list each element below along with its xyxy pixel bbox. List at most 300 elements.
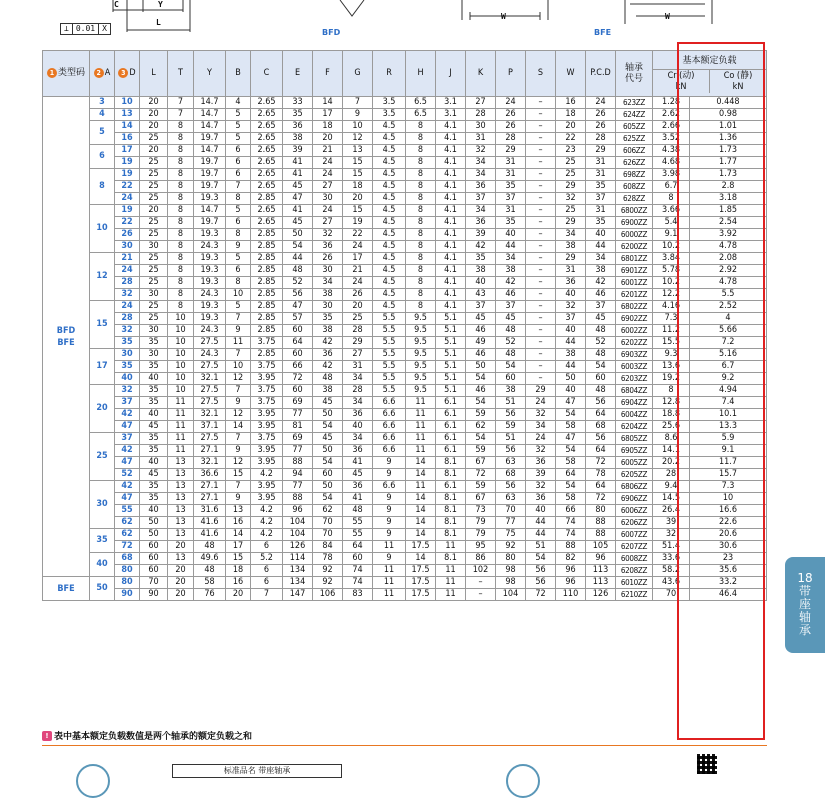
- dimension-cell: 39: [283, 145, 313, 157]
- dimension-cell: 42: [313, 361, 343, 373]
- dimension-cell: 5.1: [436, 337, 466, 349]
- dimension-cell: 5.5: [373, 337, 406, 349]
- dimension-cell: 8: [406, 181, 436, 193]
- table-row: [43, 253, 767, 265]
- dimension-cell: 49: [466, 337, 496, 349]
- dimension-cell: 60: [140, 565, 168, 577]
- dimension-cell: 77: [496, 517, 526, 529]
- dimension-cell: 8.1: [436, 469, 466, 481]
- dimension-cell: 4.5: [373, 181, 406, 193]
- dimension-cell: 45: [496, 313, 526, 325]
- dimension-cell: 64: [586, 481, 616, 493]
- dimension-cell: 13: [168, 481, 194, 493]
- dimension-cell: 16: [226, 577, 251, 589]
- dimension-cell: 48: [283, 265, 313, 277]
- table-row: [43, 517, 767, 529]
- dimension-cell: 20: [140, 109, 168, 121]
- note-icon: !: [42, 731, 52, 741]
- dimension-cell: 35: [140, 397, 168, 409]
- dimension-cell: 24.3: [194, 241, 226, 253]
- dimension-cell: 10: [168, 337, 194, 349]
- dimension-cell: 54: [496, 361, 526, 373]
- chapter-char: 轴: [798, 610, 811, 624]
- table-row: [43, 349, 767, 361]
- dimension-cell: 110: [556, 589, 586, 601]
- dimension-cell: 44: [556, 361, 586, 373]
- dimension-cell: 8.1: [436, 553, 466, 565]
- bearing-code-cell: 6006ZZ: [616, 505, 653, 517]
- header-col: L: [140, 51, 168, 97]
- d-cell: 22: [115, 217, 140, 229]
- dimension-cell: 4.1: [436, 121, 466, 133]
- dimension-cell: 7: [168, 109, 194, 121]
- table-row: [43, 469, 767, 481]
- dimension-cell: 60: [496, 373, 526, 385]
- dimension-cell: –: [526, 325, 556, 337]
- dimension-cell: 51: [526, 541, 556, 553]
- dimension-cell: 15: [343, 205, 373, 217]
- dimension-cell: 7: [251, 589, 283, 601]
- dimension-cell: 27: [313, 217, 343, 229]
- a-cell: 25: [90, 433, 115, 481]
- chapter-char: 带: [798, 584, 811, 598]
- dimension-cell: 4.2: [251, 469, 283, 481]
- dimension-cell: 34: [466, 169, 496, 181]
- dimension-cell: 54: [466, 397, 496, 409]
- a-cell: 20: [90, 385, 115, 433]
- co-cell: 1.73: [690, 145, 767, 157]
- co-cell: 3.92: [690, 229, 767, 241]
- dimension-cell: 60: [140, 541, 168, 553]
- dimension-cell: 25: [556, 169, 586, 181]
- cr-cell: 32: [653, 529, 690, 541]
- dimension-cell: 96: [586, 553, 616, 565]
- header-col: B: [226, 51, 251, 97]
- dimension-cell: 8: [168, 157, 194, 169]
- cr-cell: 14.1: [653, 445, 690, 457]
- dimension-cell: 24: [496, 97, 526, 109]
- dimension-cell: 4.1: [436, 277, 466, 289]
- dimension-cell: 8: [168, 133, 194, 145]
- dimension-cell: 32: [526, 481, 556, 493]
- dimension-cell: 19.7: [194, 217, 226, 229]
- table-row: [43, 505, 767, 517]
- bearing-code-cell: 6802ZZ: [616, 301, 653, 313]
- dimension-cell: 94: [283, 469, 313, 481]
- dimension-cell: 56: [586, 397, 616, 409]
- dimension-cell: 62: [313, 505, 343, 517]
- dimension-cell: 19.7: [194, 133, 226, 145]
- dimension-cell: 74: [556, 529, 586, 541]
- dimension-cell: 34: [466, 205, 496, 217]
- a-cell: 8: [90, 169, 115, 205]
- dimension-cell: 22: [556, 133, 586, 145]
- dimension-cell: 25: [140, 157, 168, 169]
- dimension-cell: 55: [343, 517, 373, 529]
- dimension-cell: 2.85: [251, 289, 283, 301]
- table-row: [43, 133, 767, 145]
- dimension-cell: 72: [586, 493, 616, 505]
- d-cell: 72: [115, 541, 140, 553]
- table-row: [43, 145, 767, 157]
- dimension-cell: 4.5: [373, 265, 406, 277]
- dimension-cell: 4.1: [436, 205, 466, 217]
- dimension-cell: 48: [586, 385, 616, 397]
- dimension-cell: 58: [556, 493, 586, 505]
- dimension-cell: 20: [140, 97, 168, 109]
- dimension-cell: 34: [526, 421, 556, 433]
- dimension-cell: –: [526, 373, 556, 385]
- table-row: [43, 529, 767, 541]
- dimension-cell: 35: [466, 253, 496, 265]
- dimension-cell: 29: [586, 145, 616, 157]
- dimension-cell: 38: [496, 265, 526, 277]
- co-cell: 30.6: [690, 541, 767, 553]
- dimension-cell: –: [526, 337, 556, 349]
- dimension-cell: 11: [373, 565, 406, 577]
- dimension-cell: 14: [226, 421, 251, 433]
- cr-cell: 25.6: [653, 421, 690, 433]
- dimension-cell: 11: [436, 565, 466, 577]
- d-cell: 30: [115, 349, 140, 361]
- dimension-cell: 90: [140, 589, 168, 601]
- dimension-cell: 40: [140, 457, 168, 469]
- dimension-cell: 20: [343, 301, 373, 313]
- dimension-cell: 17: [313, 109, 343, 121]
- dimension-cell: 8: [226, 229, 251, 241]
- table-row: [43, 541, 767, 553]
- d-cell: 10: [115, 97, 140, 109]
- dimension-cell: 9.5: [406, 337, 436, 349]
- type-code-text: BFE: [57, 583, 75, 594]
- co-header: [710, 70, 766, 93]
- d-cell: 37: [115, 397, 140, 409]
- dimension-cell: 8: [168, 181, 194, 193]
- bearing-code-cell: 605ZZ: [616, 121, 653, 133]
- dimension-cell: 25: [140, 133, 168, 145]
- bearing-code-cell: 6900ZZ: [616, 217, 653, 229]
- dimension-cell: 102: [466, 565, 496, 577]
- dimension-cell: 13: [168, 469, 194, 481]
- table-row: [43, 277, 767, 289]
- dimension-cell: 8: [406, 253, 436, 265]
- dimension-cell: 4.5: [373, 133, 406, 145]
- dimension-cell: 2.65: [251, 97, 283, 109]
- dimension-cell: 45: [313, 397, 343, 409]
- dimension-cell: 79: [466, 529, 496, 541]
- dimension-cell: 31: [466, 133, 496, 145]
- dimension-cell: 6: [251, 577, 283, 589]
- dimension-cell: 26: [313, 253, 343, 265]
- dimension-cell: 3.95: [251, 493, 283, 505]
- dimension-cell: 11: [373, 577, 406, 589]
- header-bearing-code: [616, 51, 653, 97]
- dimension-cell: 36: [556, 277, 586, 289]
- d-cell: 32: [115, 385, 140, 397]
- dimension-cell: 59: [466, 445, 496, 457]
- dimension-cell: 31: [586, 205, 616, 217]
- dimension-cell: 2.85: [251, 277, 283, 289]
- dimension-cell: 105: [586, 541, 616, 553]
- dimension-cell: 7: [226, 181, 251, 193]
- dimension-cell: 12: [226, 373, 251, 385]
- dimension-cell: 54: [313, 421, 343, 433]
- dimension-cell: 10: [168, 385, 194, 397]
- dimension-cell: 76: [194, 589, 226, 601]
- cr-cell: 5.78: [653, 265, 690, 277]
- chapter-tab[interactable]: [785, 557, 825, 653]
- dimension-cell: 134: [283, 565, 313, 577]
- dimension-cell: 39: [466, 229, 496, 241]
- dimension-cell: 3.1: [436, 97, 466, 109]
- cr-cell: 8: [653, 193, 690, 205]
- dimension-cell: 18: [226, 565, 251, 577]
- dimension-cell: 37: [466, 193, 496, 205]
- dimension-cell: 20: [168, 589, 194, 601]
- type-code-label: 类型码: [57, 68, 85, 78]
- dimension-cell: 2.85: [251, 313, 283, 325]
- dimension-cell: 5.2: [251, 553, 283, 565]
- d-label: D: [129, 68, 136, 78]
- dimension-cell: 35: [586, 181, 616, 193]
- dimension-cell: 6.6: [373, 409, 406, 421]
- dimension-cell: 11: [436, 589, 466, 601]
- dimension-cell: 70: [313, 517, 343, 529]
- dimension-cell: 33: [283, 97, 313, 109]
- perpendicular-icon: ⊥: [61, 24, 73, 34]
- dimension-cell: 14.7: [194, 205, 226, 217]
- bearing-code-cell: 626ZZ: [616, 157, 653, 169]
- dimension-cell: 27.5: [194, 361, 226, 373]
- dimension-cell: 69: [283, 397, 313, 409]
- dimension-cell: 51: [496, 433, 526, 445]
- dimension-cell: 24: [343, 241, 373, 253]
- dimension-cell: 8: [226, 193, 251, 205]
- bearing-code-line1: 轴承: [624, 62, 643, 73]
- dimension-cell: 104: [496, 589, 526, 601]
- dimension-cell: 8.1: [436, 457, 466, 469]
- dimension-cell: 10: [168, 313, 194, 325]
- circle-icon: [76, 764, 110, 798]
- table-row: [43, 205, 767, 217]
- bearing-code-cell: 6207ZZ: [616, 541, 653, 553]
- a-cell: 4: [90, 109, 115, 121]
- dimension-cell: 48: [586, 325, 616, 337]
- dimension-cell: 68: [496, 469, 526, 481]
- dimension-cell: 34: [556, 229, 586, 241]
- dimension-cell: 8: [406, 265, 436, 277]
- dimension-cell: 14: [406, 553, 436, 565]
- bearing-code-cell: 6000ZZ: [616, 229, 653, 241]
- qr-code-icon[interactable]: [697, 754, 717, 774]
- dimension-cell: 9.5: [406, 313, 436, 325]
- dimension-cell: 6: [226, 265, 251, 277]
- d-cell: 19: [115, 157, 140, 169]
- dimension-cell: 7: [226, 313, 251, 325]
- dimension-cell: 44: [496, 241, 526, 253]
- dimension-cell: 13: [168, 553, 194, 565]
- dimension-cell: –: [526, 181, 556, 193]
- dimension-cell: 32: [526, 445, 556, 457]
- dimension-cell: 19.3: [194, 229, 226, 241]
- dimension-cell: 14: [406, 469, 436, 481]
- dimension-cell: 28: [343, 325, 373, 337]
- bearing-code-cell: 6800ZZ: [616, 205, 653, 217]
- cr-cell: 6.7: [653, 181, 690, 193]
- header-col: F: [313, 51, 343, 97]
- dimension-cell: 47: [283, 301, 313, 313]
- co-cell: 7.4: [690, 397, 767, 409]
- header-col: R: [373, 51, 406, 97]
- dimension-cell: 14.7: [194, 97, 226, 109]
- a-cell: 3: [90, 97, 115, 109]
- dimension-cell: 4.5: [373, 169, 406, 181]
- dimension-cell: 88: [283, 457, 313, 469]
- dimension-cell: 6.6: [373, 421, 406, 433]
- table-row: [43, 109, 767, 121]
- dimension-cell: 92: [313, 577, 343, 589]
- dimension-cell: 30: [313, 301, 343, 313]
- cr-cell: 3.98: [653, 169, 690, 181]
- table-row: [43, 265, 767, 277]
- dimension-cell: 72: [466, 469, 496, 481]
- dimension-cell: –: [526, 265, 556, 277]
- cr-cell: 70: [653, 589, 690, 601]
- dimension-cell: 52: [586, 337, 616, 349]
- dimension-cell: 41.6: [194, 517, 226, 529]
- dimension-cell: 7: [226, 385, 251, 397]
- drawing-strip: [0, 0, 814, 44]
- dimension-cell: 54: [466, 373, 496, 385]
- dimension-cell: 126: [586, 589, 616, 601]
- dimension-cell: 4.2: [251, 517, 283, 529]
- dimension-cell: 8: [406, 169, 436, 181]
- dimension-cell: 6: [226, 145, 251, 157]
- co-cell: 2.54: [690, 217, 767, 229]
- dimension-cell: 41: [283, 157, 313, 169]
- dimension-cell: 4.5: [373, 277, 406, 289]
- dimension-cell: 35: [140, 433, 168, 445]
- dimension-cell: 16: [226, 517, 251, 529]
- dimension-cell: 31: [343, 361, 373, 373]
- dimension-cell: 45: [343, 469, 373, 481]
- dimension-cell: 4.2: [251, 505, 283, 517]
- dimension-cell: 48: [194, 565, 226, 577]
- dimension-cell: 54: [466, 433, 496, 445]
- dimension-cell: 4.1: [436, 241, 466, 253]
- dimension-cell: 27: [313, 181, 343, 193]
- co-cell: 0.448: [690, 97, 767, 109]
- dimension-cell: 37: [496, 301, 526, 313]
- dimension-cell: 20: [168, 565, 194, 577]
- dimension-cell: 5.5: [373, 349, 406, 361]
- dimension-cell: 14: [226, 529, 251, 541]
- table-row: [43, 337, 767, 349]
- dimension-cell: 5.1: [436, 373, 466, 385]
- dimension-cell: –: [466, 577, 496, 589]
- dimension-cell: 9: [226, 241, 251, 253]
- dimension-cell: 35: [140, 337, 168, 349]
- dimension-cell: 15: [226, 469, 251, 481]
- dimension-cell: –: [526, 301, 556, 313]
- dimension-cell: 8: [406, 217, 436, 229]
- dimension-cell: 3.75: [251, 433, 283, 445]
- dimension-cell: 19: [343, 217, 373, 229]
- cr-cell: 26.4: [653, 505, 690, 517]
- dimension-cell: 40: [140, 505, 168, 517]
- dimension-cell: 37: [586, 301, 616, 313]
- table-row: [43, 193, 767, 205]
- dimension-cell: 3.75: [251, 385, 283, 397]
- dimension-cell: 4.1: [436, 253, 466, 265]
- dimension-cell: 5.5: [373, 313, 406, 325]
- dimension-cell: –: [466, 589, 496, 601]
- dimension-cell: 35: [140, 385, 168, 397]
- dimension-cell: 55: [343, 529, 373, 541]
- dimension-cell: 4.5: [373, 301, 406, 313]
- dimension-cell: 2.85: [251, 241, 283, 253]
- bearing-code-cell: 606ZZ: [616, 145, 653, 157]
- dimension-cell: 6: [226, 157, 251, 169]
- dimension-cell: 21: [313, 145, 343, 157]
- co-cell: 16.6: [690, 505, 767, 517]
- dimension-cell: 11: [226, 337, 251, 349]
- dimension-cell: 8: [226, 277, 251, 289]
- dimension-cell: 32: [466, 145, 496, 157]
- dimension-cell: 58: [194, 577, 226, 589]
- dimension-cell: 9: [373, 457, 406, 469]
- dimension-cell: 35: [586, 217, 616, 229]
- cr-unit: kN: [675, 82, 687, 92]
- dimension-cell: 3.5: [373, 97, 406, 109]
- dimension-cell: 20: [556, 121, 586, 133]
- load-title: 基本额定负载: [653, 54, 766, 70]
- dimension-cell: 30: [466, 121, 496, 133]
- dimension-cell: 32.1: [194, 373, 226, 385]
- table-row: [43, 181, 767, 193]
- dimension-cell: 50: [140, 517, 168, 529]
- dimension-cell: 26: [496, 121, 526, 133]
- cr-cell: 58.2: [653, 565, 690, 577]
- dimension-cell: 20: [140, 121, 168, 133]
- dimension-cell: 60: [313, 469, 343, 481]
- dimension-cell: 75: [496, 529, 526, 541]
- dimension-cell: 74: [343, 577, 373, 589]
- bearing-code-cell: 6804ZZ: [616, 385, 653, 397]
- chapter-char: 承: [798, 623, 811, 637]
- dimension-cell: 18: [343, 181, 373, 193]
- dimension-cell: 126: [283, 541, 313, 553]
- datum-label: X: [102, 24, 107, 33]
- dimension-cell: 28: [496, 133, 526, 145]
- header-col: Y: [194, 51, 226, 97]
- dimension-cell: 35: [313, 313, 343, 325]
- dimension-cell: 10: [168, 325, 194, 337]
- dimension-cell: 10: [343, 121, 373, 133]
- dimension-cell: 16: [556, 97, 586, 109]
- d-cell: 47: [115, 457, 140, 469]
- dimension-cell: 5: [226, 109, 251, 121]
- dimension-cell: 88: [586, 517, 616, 529]
- co-cell: 2.8: [690, 181, 767, 193]
- footer-strip: [42, 745, 767, 775]
- dimension-cell: 45: [313, 433, 343, 445]
- dimension-cell: 24: [313, 169, 343, 181]
- type-code-cell: [43, 97, 90, 577]
- dimension-cell: 45: [140, 421, 168, 433]
- dimension-cell: 4.1: [436, 229, 466, 241]
- dimension-cell: 8: [168, 277, 194, 289]
